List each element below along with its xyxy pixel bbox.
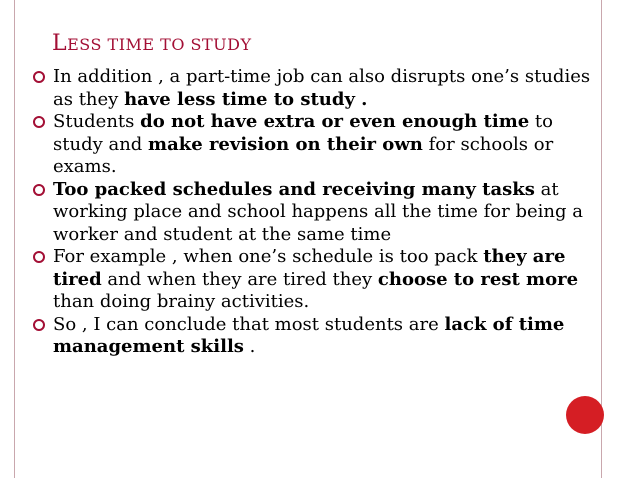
left-border-line — [14, 0, 15, 478]
decorative-red-dot — [566, 396, 604, 434]
bullet-text: In addition , a part-time job can also disrupts one’s studies as they have less time to study . — [53, 66, 591, 110]
bullet-text: Students do not have extra or even enough time to study and make revision on their own for schools or exams. — [53, 111, 554, 177]
bullet-item — [33, 111, 593, 179]
bullet-ring-icon — [33, 116, 45, 128]
bullet-item — [33, 246, 593, 314]
title-rest: ESS TIME TO STUDY — [67, 35, 252, 54]
title-first-letter: L — [52, 31, 68, 56]
bullet-list — [33, 66, 593, 359]
bullet-text: For example , when one’s schedule is too pack they are tired and when they are tired they choose to rest more than doing brainy activities. — [53, 246, 579, 312]
bullet-ring-icon — [33, 184, 45, 196]
bullet-text: Too packed schedules and receiving many tasks at working place and school happens all the time for being a worker and student at the same time — [53, 178, 583, 245]
bullet-item — [33, 314, 593, 359]
bullet-ring-icon — [33, 251, 45, 263]
bullet-text: So , I can conclude that most students are lack of time management skills . — [53, 313, 565, 357]
bullet-ring-icon — [33, 71, 45, 83]
bullet-item — [33, 66, 593, 111]
bullet-item — [33, 179, 593, 247]
slide-title — [52, 31, 252, 56]
bullet-ring-icon — [33, 319, 45, 331]
